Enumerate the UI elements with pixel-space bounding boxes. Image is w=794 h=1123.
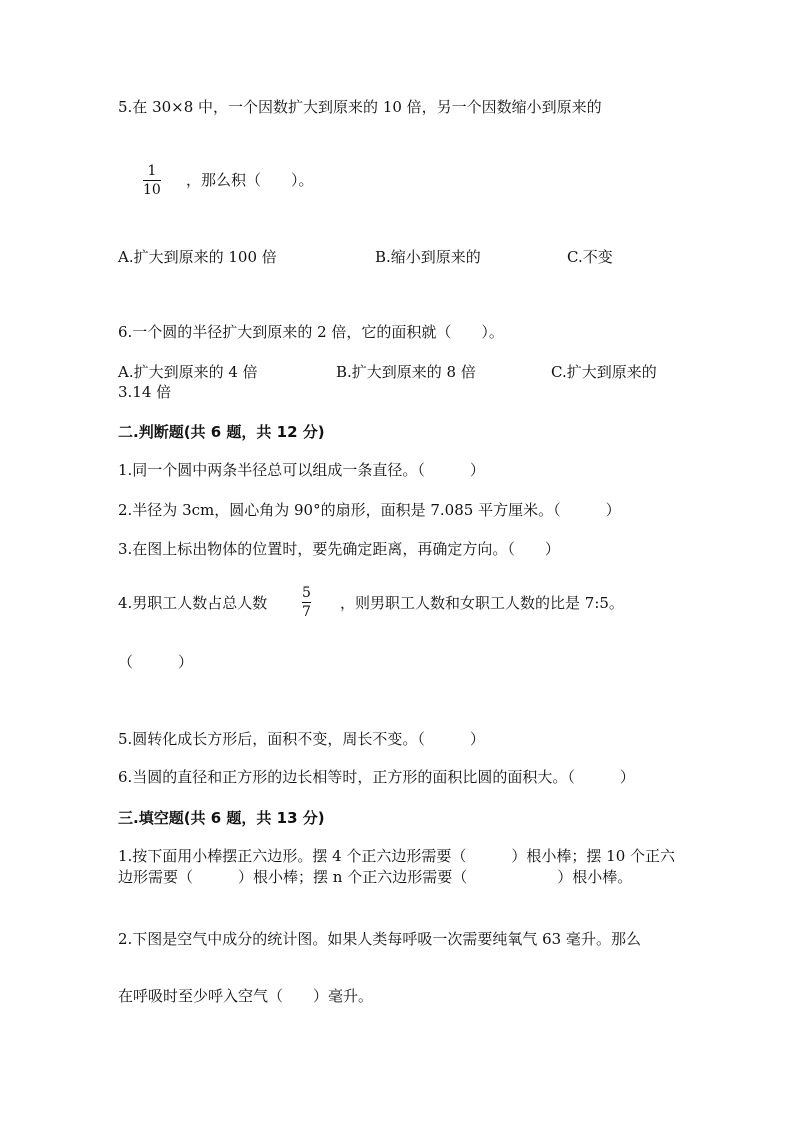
fraction-numerator: 1: [147, 163, 157, 179]
fill-question-1: 1.按下面用小棒摆正六边形。摆 4 个正六边形需要（ ）根小棒；摆 10 个正六边形需要（ ）根小棒；摆 n 个正六边形需要（ ）根小棒。: [118, 847, 676, 886]
question-5-stem: 5.在 30×8 中，一个因数扩大到原来的 10 倍，另一个因数缩小到原来的: [118, 98, 602, 116]
question-5-option-a: A.扩大到原来的 100 倍: [118, 248, 277, 266]
question-5-option-b: B.缩小到原来的: [375, 248, 481, 266]
judge-question-6: 6.当圆的直径和正方形的边长相等时，正方形的面积比圆的面积大。（ ）: [118, 768, 635, 786]
judge-question-4-stem: 4.男职工人数占总人数: [118, 594, 268, 612]
question-6-option-b: B.扩大到原来的 8 倍: [336, 363, 476, 381]
fraction-five-sevenths: [302, 585, 311, 620]
judge-question-2: 2.半径为 3cm，圆心角为 90°的扇形，面积是 7.085 平方厘米。（ ）: [118, 501, 621, 519]
judge-question-4-stem-cont: ，则男职工人数和女职工人数的比是 7:5。: [340, 594, 624, 612]
judge-question-5: 5.圆转化成长方形后，面积不变，周长不变。（ ）: [118, 730, 485, 748]
fill-question-2-line-2: 在呼吸时至少呼入空气（ ）毫升。: [118, 987, 374, 1005]
fraction-denominator: 10: [143, 182, 161, 198]
judge-question-3: 3.在图上标出物体的位置时，要先确定距离，再确定方向。（ ）: [118, 540, 560, 558]
question-6-option-c-cont: 3.14 倍: [118, 383, 172, 401]
question-5-stem-cont: ，那么积（ ）。: [186, 171, 314, 189]
fraction-bar: [302, 602, 311, 603]
section-2-heading: 二.判断题(共 6 题，共 12 分): [118, 423, 325, 441]
fill-question-2-line-1: 2.下图是空气中成分的统计图。如果人类每呼吸一次需要纯氧气 63 毫升。那么: [118, 930, 641, 948]
judge-question-4-answer-blank: （ ）: [118, 653, 194, 671]
question-6-stem: 6.一个圆的半径扩大到原来的 2 倍，它的面积就（ ）。: [118, 323, 504, 341]
fraction-numerator: 5: [302, 585, 311, 601]
section-3-heading: 三.填空题(共 6 题，共 13 分): [118, 809, 325, 827]
judge-question-1: 1.同一个圆中两条半径总可以组成一条直径。（ ）: [118, 461, 485, 479]
fraction-one-tenth: [143, 163, 161, 198]
question-6-option-a: A.扩大到原来的 4 倍: [118, 363, 258, 381]
question-5-option-c: C.不变: [567, 248, 613, 266]
question-6-option-c: C.扩大到原来的: [551, 363, 657, 381]
fraction-bar: [143, 180, 161, 181]
fraction-denominator: 7: [302, 604, 311, 620]
